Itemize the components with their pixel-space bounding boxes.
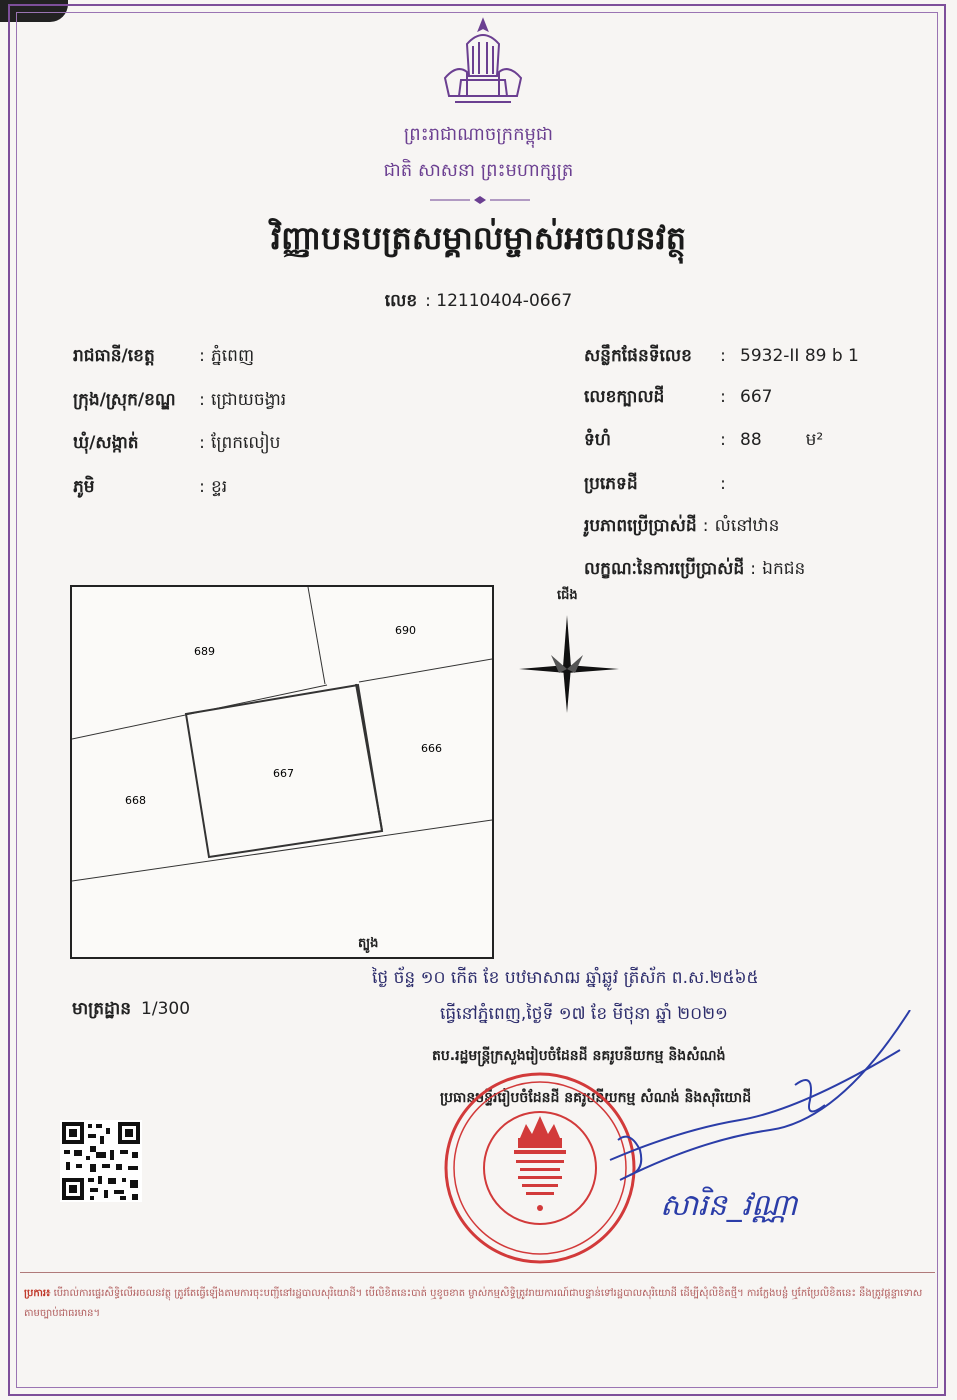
land-use-row: រូបភាពប្រើប្រាស់ដី : លំនៅឋាន	[584, 515, 779, 540]
map-sheet-row: សន្លឹកផែនទីលេខ : 5932-II 89 b 1	[584, 345, 859, 370]
parcel-boundaries	[72, 587, 492, 957]
footnote	[24, 1284, 934, 1324]
area-label: ទំហំ	[584, 430, 611, 450]
royal-emblem-icon	[437, 16, 529, 108]
commune-value: ព្រែកលៀប	[211, 433, 281, 453]
footnote-label: ប្រការ៖	[24, 1288, 51, 1299]
area-unit: ម²	[805, 430, 824, 450]
usage-type-row: លក្ខណៈនៃការប្រើប្រាស់ដី : ឯកជន	[584, 558, 805, 583]
district-value: ជ្រោយចង្វារ	[211, 390, 287, 410]
parcel-number-value: 667	[740, 387, 773, 407]
parcel-label-689: 689	[194, 645, 215, 658]
land-type-row: ប្រភេទដី :	[584, 473, 732, 498]
qr-code-icon	[60, 1120, 142, 1202]
compass-rose-icon	[515, 585, 625, 715]
divider-ornament	[430, 194, 530, 206]
map-sheet-value: 5932-II 89 b 1	[740, 346, 859, 366]
certificate-number: លេខ : 12110404-0667	[384, 291, 573, 311]
province-label: រាជធានី/ខេត្ត	[73, 346, 155, 366]
certificate-number-label: លេខ	[384, 291, 418, 311]
north-label: ជើង	[557, 588, 578, 603]
village-value: ខ្ទរ	[211, 477, 228, 497]
province-row: រាជធានី/ខេត្ត : ភ្នំពេញ	[73, 345, 254, 370]
parcel-label-666: 666	[421, 742, 442, 755]
village-row: ភូមិ : ខ្ទរ	[73, 476, 227, 501]
solar-date: ធ្វើនៅភ្នំពេញ,ថ្ងៃទី ១៧ ខែ មីថុនា ឆ្នាំ ២០២១	[440, 1004, 728, 1024]
lunar-date: ថ្ងៃ ច័ន្ទ ១០ កើត ខែ បឋមាសាឍ ឆ្នាំឆ្លូវ ត្រីស័ក ព.ស.២៥៦៥	[372, 968, 759, 988]
district-label: ក្រុង/ស្រុក/ខណ្ឌ	[73, 390, 176, 410]
area-row: ទំហំ : 88 ម²	[584, 429, 823, 454]
scale-label: មាត្រដ្ឋាន	[72, 999, 132, 1019]
footer-divider	[20, 1272, 935, 1273]
signatory-line-2: ប្រធានមន្ទីររៀបចំដែនដី នគរូបនីយកម្ម សំណង់ និងសុរិយោដី	[440, 1090, 752, 1106]
district-row: ក្រុង/ស្រុក/ខណ្ឌ : ជ្រោយចង្វារ	[73, 389, 286, 414]
scale-value: 1/300	[141, 999, 191, 1019]
footnote-text: បើរាល់ការផ្ទេរសិទ្ធិលើអចលនវត្ថុ ត្រូវតែធ្វើឡើងតាមការចុះបញ្ជីនៅរដ្ឋបាលសុរិយោដី។ បើលិខិតនេះបាត់ ឬខូចខាត ម្ចាស់កម្មសិទ្ធិត្រូវរាយការណ៍ជាបន្ទាន់ទៅរដ្ឋបាលសុរិយោដី ដើម្បីសុំលិខិតថ្មី។ ការក្លែងបន្លំ ឬកែប្រែលិខិតនេះ នឹងត្រូវផ្តន្ទាទោសតាមច្បាប់ជាធរមាន។	[24, 1288, 923, 1319]
certificate-number-value: 12110404-0667	[436, 291, 573, 311]
parcel-number-row: លេខក្បាលដី : 667	[584, 386, 772, 411]
parcel-number-label: លេខក្បាលដី	[584, 387, 665, 407]
parcel-label-690: 690	[395, 624, 416, 637]
cadastral-map	[70, 585, 494, 959]
village-label: ភូមិ	[73, 477, 95, 497]
map-scale	[72, 998, 190, 1023]
land-use-label: រូបភាពប្រើប្រាស់ដី	[584, 516, 697, 536]
area-value: 88	[740, 430, 762, 450]
south-label: ត្បូង	[358, 936, 379, 951]
signatory-line-1: តប.រដ្ឋមន្ត្រីក្រសួងរៀបចំដែនដី នគរូបនីយកម្ម និងសំណង់	[432, 1048, 726, 1064]
handwritten-signature	[600, 1010, 920, 1210]
commune-label: ឃុំ/សង្កាត់	[73, 433, 139, 453]
province-value: ភ្នំពេញ	[211, 346, 255, 366]
land-use-value: លំនៅឋាន	[714, 516, 780, 536]
document-title: វិញ្ញាបនបត្រសម្គាល់ម្ចាស់អចលនវត្ថុ	[270, 219, 687, 257]
parcel-label-668: 668	[125, 794, 146, 807]
usage-type-value: ឯកជន	[762, 559, 806, 579]
land-type-label: ប្រភេទដី	[584, 474, 638, 494]
map-sheet-label: សន្លឹកផែនទីលេខ	[584, 346, 692, 366]
kingdom-heading: ព្រះរាជាណាចក្រកម្ពុជា	[403, 124, 554, 145]
parcel-label-667: 667	[273, 767, 294, 780]
usage-type-label: លក្ខណៈនៃការប្រើប្រាស់ដី	[584, 559, 745, 579]
signer-name: សារិន_វណ្ណា	[660, 1188, 798, 1223]
commune-row: ឃុំ/សង្កាត់ : ព្រែកលៀប	[73, 432, 280, 457]
motto-heading: ជាតិ សាសនា ព្រះមហាក្សត្រ	[383, 160, 574, 181]
